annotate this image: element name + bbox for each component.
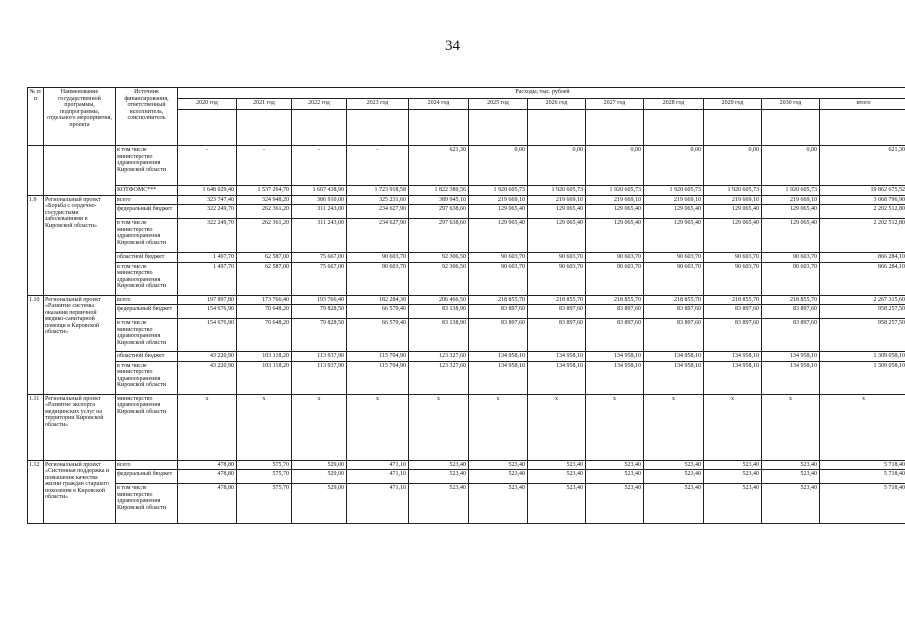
row-name: Региональный проект «Системная поддержка и повышение качества жизни граждан старшего поколения в Кировской области» [44, 460, 116, 524]
value-cell: 523,40 [469, 460, 528, 470]
value-cell: 218 855,70 [528, 295, 586, 305]
value-cell: 234 627,90 [347, 219, 409, 253]
value-cell: х [469, 394, 528, 460]
value-cell: 173 766,40 [237, 295, 292, 305]
value-cell: 5 718,40 [820, 460, 905, 470]
table-row [28, 352, 905, 362]
value-cell: 134 958,10 [762, 361, 820, 394]
value-cell: 83 897,60 [586, 319, 644, 352]
row-source: в том числе министерство здравоохранения Кировской области [116, 146, 178, 186]
row-number: 1.12 [28, 460, 44, 524]
value-cell: 1 920 605,73 [586, 186, 644, 196]
row-source: министерство здравоохранения Кировской области [116, 394, 178, 460]
value-cell: 90 603,70 [528, 253, 586, 263]
value-cell: 134 958,10 [704, 361, 762, 394]
value-cell: 219 669,10 [586, 195, 644, 205]
value-cell: 523,40 [704, 460, 762, 470]
value-cell: 90 603,70 [469, 262, 528, 295]
value-cell: 2 202 512,80 [820, 205, 905, 219]
row-name: Региональный проект «Борьба с сердечно-сосудистыми заболеваниями в Кировской области» [44, 195, 116, 295]
value-cell: 83 897,60 [704, 305, 762, 319]
value-cell: 523,40 [586, 460, 644, 470]
value-cell: 0,00 [644, 146, 704, 186]
value-cell: 43 220,90 [178, 361, 237, 394]
expenses-table [27, 87, 905, 524]
value-cell: 154 676,90 [178, 305, 237, 319]
value-cell: 323 747,40 [178, 195, 237, 205]
value-cell: 262 361,20 [237, 219, 292, 253]
header-blank-cell [292, 110, 347, 146]
header-year: 2028 год [644, 99, 704, 110]
header-year: 2020 год [178, 99, 237, 110]
value-cell: 83 897,60 [704, 319, 762, 352]
header-year: 2021 год [237, 99, 292, 110]
value-cell: 83 897,60 [644, 305, 704, 319]
header-blank-cell [820, 110, 905, 146]
value-cell: 129 065,40 [469, 219, 528, 253]
value-cell: 219 669,10 [704, 195, 762, 205]
value-cell: 92 306,50 [409, 253, 469, 263]
value-cell: 523,40 [469, 470, 528, 484]
value-cell: 958 257,50 [820, 305, 905, 319]
value-cell: 478,80 [178, 484, 237, 524]
header-blank-cell [644, 110, 704, 146]
value-cell: 83 897,60 [762, 305, 820, 319]
value-cell: 523,40 [704, 470, 762, 484]
header-year: 2023 год [347, 99, 409, 110]
value-cell: 83 897,60 [586, 305, 644, 319]
header-expenses: Расходы, тыс. рублей [178, 88, 905, 99]
value-cell: 523,40 [528, 470, 586, 484]
value-cell: 0,00 [704, 146, 762, 186]
table-row [28, 195, 905, 205]
value-cell: 471,10 [347, 484, 409, 524]
value-cell: х [528, 394, 586, 460]
value-cell: 1 822 389,56 [409, 186, 469, 196]
value-cell: 322 249,70 [178, 219, 237, 253]
header-year: итого [820, 99, 905, 110]
table-row [28, 205, 905, 219]
value-cell: - [178, 146, 237, 186]
value-cell: 113 937,90 [292, 361, 347, 394]
header-blank-cell [237, 110, 292, 146]
value-cell: 75 667,00 [292, 253, 347, 263]
value-cell: 83 897,60 [469, 305, 528, 319]
value-cell: 311 243,00 [292, 219, 347, 253]
header-blank-cell [762, 110, 820, 146]
value-cell: 218 855,70 [704, 295, 762, 305]
value-cell: 129 065,40 [704, 219, 762, 253]
value-cell: 90 603,70 [762, 262, 820, 295]
value-cell: х [586, 394, 644, 460]
value-cell: 134 958,10 [586, 352, 644, 362]
value-cell: 1 497,70 [178, 253, 237, 263]
value-cell: 218 855,70 [469, 295, 528, 305]
value-cell: 0,00 [528, 146, 586, 186]
value-cell: 478,80 [178, 470, 237, 484]
value-cell: 523,40 [409, 470, 469, 484]
row-name: Региональный проект «Развитие системы оказания первичной медико-санитарной помощи в Кировской области» [44, 295, 116, 394]
value-cell: 523,40 [644, 470, 704, 484]
value-cell: 90 603,70 [704, 262, 762, 295]
value-cell: 218 855,70 [644, 295, 704, 305]
value-cell: 90 603,70 [347, 253, 409, 263]
value-cell: 62 587,00 [237, 262, 292, 295]
table-row [28, 262, 905, 295]
row-source: федеральный бюджет [116, 470, 178, 484]
table-row [28, 146, 905, 186]
value-cell: 478,80 [178, 460, 237, 470]
value-cell: 471,10 [347, 460, 409, 470]
value-cell: 129 065,40 [644, 219, 704, 253]
value-cell: 0,00 [469, 146, 528, 186]
value-cell: 92 306,50 [409, 262, 469, 295]
value-cell: 103 118,20 [237, 352, 292, 362]
value-cell: 129 065,40 [586, 205, 644, 219]
value-cell: 297 638,60 [409, 205, 469, 219]
row-source: всего [116, 295, 178, 305]
value-cell: 1 920 605,73 [704, 186, 762, 196]
value-cell: 103 118,20 [237, 361, 292, 394]
value-cell: х [292, 394, 347, 460]
value-cell: 134 958,10 [704, 352, 762, 362]
value-cell: х [644, 394, 704, 460]
value-cell: 575,70 [237, 484, 292, 524]
row-name: Региональный проект «Развитие экспорта медицинских услуг на территории Кировской области» [44, 394, 116, 460]
header-blank-cell [409, 110, 469, 146]
header-num: № п/п [28, 88, 44, 146]
value-cell: 523,40 [704, 484, 762, 524]
row-source: КОТФОМС*** [116, 186, 178, 196]
value-cell: 134 958,10 [644, 352, 704, 362]
value-cell: 113 937,90 [292, 352, 347, 362]
row-number: 1.11 [28, 394, 44, 460]
value-cell: 129 065,40 [644, 205, 704, 219]
header-year: 2027 год [586, 99, 644, 110]
header-blank-cell [586, 110, 644, 146]
header-year: 2025 год [469, 99, 528, 110]
value-cell: 193 766,40 [292, 295, 347, 305]
value-cell: 1 537 264,70 [237, 186, 292, 196]
value-cell: 134 958,10 [528, 352, 586, 362]
value-cell: 90 603,70 [644, 253, 704, 263]
value-cell: 5 718,40 [820, 484, 905, 524]
value-cell: 66 579,40 [347, 319, 409, 352]
value-cell: 1 648 029,40 [178, 186, 237, 196]
value-cell: 83 138,90 [409, 305, 469, 319]
value-cell: 115 704,90 [347, 352, 409, 362]
value-cell: 523,40 [409, 460, 469, 470]
value-cell: 134 958,10 [469, 352, 528, 362]
value-cell: 219 669,10 [762, 195, 820, 205]
table-row [28, 361, 905, 394]
row-number: 1.10 [28, 295, 44, 394]
value-cell: 134 958,10 [586, 361, 644, 394]
value-cell: 70 648,20 [237, 305, 292, 319]
value-cell: 123 327,60 [409, 361, 469, 394]
header-year: 2026 год [528, 99, 586, 110]
value-cell: 83 897,60 [469, 319, 528, 352]
row-source: областной бюджет [116, 253, 178, 263]
header-blank-cell [347, 110, 409, 146]
value-cell: 523,40 [409, 484, 469, 524]
row-source: всего [116, 195, 178, 205]
value-cell: 523,40 [762, 484, 820, 524]
value-cell: 958 257,50 [820, 319, 905, 352]
table-row [28, 394, 905, 460]
value-cell: х [409, 394, 469, 460]
value-cell: 197 897,80 [178, 295, 237, 305]
value-cell: 90 603,70 [704, 253, 762, 263]
value-cell: 2 202 512,80 [820, 219, 905, 253]
value-cell: 129 065,40 [762, 219, 820, 253]
row-source: федеральный бюджет [116, 205, 178, 219]
value-cell: 219 669,10 [469, 195, 528, 205]
value-cell: 70 648,20 [237, 319, 292, 352]
value-cell: 1 920 605,73 [644, 186, 704, 196]
value-cell: 19 862 675,52 [820, 186, 905, 196]
header-year: 2022 год [292, 99, 347, 110]
value-cell: 529,00 [292, 460, 347, 470]
value-cell: 129 065,40 [586, 219, 644, 253]
header-blank-cell [469, 110, 528, 146]
table-row [28, 305, 905, 319]
value-cell: 62 587,00 [237, 253, 292, 263]
row-number [28, 146, 44, 196]
header-year: 2024 год [409, 99, 469, 110]
value-cell: 324 948,20 [237, 195, 292, 205]
value-cell: 866 284,10 [820, 253, 905, 263]
value-cell: 79 828,50 [292, 305, 347, 319]
value-cell: 621,30 [820, 146, 905, 186]
value-cell: 262 361,20 [237, 205, 292, 219]
value-cell: 83 897,60 [762, 319, 820, 352]
value-cell: 1 497,70 [178, 262, 237, 295]
value-cell: 575,70 [237, 460, 292, 470]
row-source: всего [116, 460, 178, 470]
value-cell: 523,40 [762, 460, 820, 470]
value-cell: 234 627,90 [347, 205, 409, 219]
value-cell: 90 603,70 [586, 253, 644, 263]
row-source: в том числе министерство здравоохранения Кировской области [116, 361, 178, 394]
value-cell: - [347, 146, 409, 186]
value-cell: 90 603,70 [762, 253, 820, 263]
value-cell: 129 065,40 [704, 205, 762, 219]
value-cell: 83 897,60 [644, 319, 704, 352]
page-number: 34 [445, 38, 460, 54]
value-cell: 219 669,10 [528, 195, 586, 205]
value-cell: 154 676,90 [178, 319, 237, 352]
value-cell: 129 065,40 [528, 205, 586, 219]
header-blank-cell [704, 110, 762, 146]
row-source: федеральный бюджет [116, 305, 178, 319]
table-row [28, 295, 905, 305]
header-source: Источник финансирования, ответственный исполнитель, соисполнитель [116, 88, 178, 146]
value-cell: 325 231,60 [347, 195, 409, 205]
value-cell: х [704, 394, 762, 460]
value-cell: - [292, 146, 347, 186]
value-cell: 134 958,10 [469, 361, 528, 394]
value-cell: 2 267 315,60 [820, 295, 905, 305]
value-cell: 322 249,70 [178, 205, 237, 219]
value-cell: 1 723 918,58 [347, 186, 409, 196]
value-cell: 90 603,70 [469, 253, 528, 263]
value-cell: 1 309 058,10 [820, 352, 905, 362]
table-row [28, 484, 905, 524]
value-cell: 575,70 [237, 470, 292, 484]
value-cell: 90 603,70 [644, 262, 704, 295]
value-cell: 90 603,70 [347, 262, 409, 295]
value-cell: 182 284,30 [347, 295, 409, 305]
value-cell: 523,40 [469, 484, 528, 524]
value-cell: 206 466,50 [409, 295, 469, 305]
value-cell: 134 958,10 [762, 352, 820, 362]
table-row [28, 219, 905, 253]
value-cell: 523,40 [644, 460, 704, 470]
value-cell: х [178, 394, 237, 460]
value-cell: 3 068 796,90 [820, 195, 905, 205]
value-cell: х [820, 394, 905, 460]
value-cell: 1 920 605,73 [528, 186, 586, 196]
value-cell: 523,40 [586, 470, 644, 484]
value-cell: 471,10 [347, 470, 409, 484]
row-source: в том числе министерство здравоохранения Кировской области [116, 219, 178, 253]
value-cell: 529,00 [292, 484, 347, 524]
row-source: в том числе министерство здравоохранения Кировской области [116, 484, 178, 524]
row-source: областной бюджет [116, 352, 178, 362]
value-cell: 90 603,70 [586, 262, 644, 295]
value-cell: 79 828,50 [292, 319, 347, 352]
value-cell: х [347, 394, 409, 460]
value-cell: 66 579,40 [347, 305, 409, 319]
value-cell: 134 958,10 [644, 361, 704, 394]
value-cell: 523,40 [644, 484, 704, 524]
row-source: в том числе министерство здравоохранения Кировской области [116, 262, 178, 295]
value-cell: 529,00 [292, 470, 347, 484]
value-cell: 523,40 [762, 470, 820, 484]
value-cell: 129 065,40 [528, 219, 586, 253]
value-cell: 115 704,90 [347, 361, 409, 394]
table-row [28, 319, 905, 352]
row-number: 1.9 [28, 195, 44, 295]
value-cell: 219 669,10 [644, 195, 704, 205]
value-cell: 621,30 [409, 146, 469, 186]
value-cell: 218 855,70 [586, 295, 644, 305]
header-year: 2030 год [762, 99, 820, 110]
value-cell: 43 220,90 [178, 352, 237, 362]
header-blank-cell [178, 110, 237, 146]
row-name [44, 146, 116, 196]
table-row [28, 460, 905, 470]
value-cell: 523,40 [528, 484, 586, 524]
value-cell: 1 309 058,10 [820, 361, 905, 394]
value-cell: - [237, 146, 292, 186]
value-cell: 0,00 [586, 146, 644, 186]
value-cell: 0,00 [762, 146, 820, 186]
value-cell: 523,40 [528, 460, 586, 470]
value-cell: 386 910,00 [292, 195, 347, 205]
value-cell: х [237, 394, 292, 460]
table-row [28, 253, 905, 263]
value-cell: 1 607 438,90 [292, 186, 347, 196]
value-cell: 83 897,60 [528, 319, 586, 352]
value-cell: 90 603,70 [528, 262, 586, 295]
table-row [28, 470, 905, 484]
value-cell: 523,40 [586, 484, 644, 524]
table-row [28, 186, 905, 196]
value-cell: 123 327,60 [409, 352, 469, 362]
value-cell: 129 065,40 [469, 205, 528, 219]
value-cell: 297 638,60 [409, 219, 469, 253]
row-source: в том числе министерство здравоохранения Кировской области [116, 319, 178, 352]
value-cell: 134 958,10 [528, 361, 586, 394]
value-cell: 218 855,70 [762, 295, 820, 305]
header-name: Наименование государственной программы, подпрограммы, отдельного мероприятия, проекта [44, 88, 116, 146]
value-cell: 311 243,00 [292, 205, 347, 219]
value-cell: 866 284,10 [820, 262, 905, 295]
value-cell: 83 897,60 [528, 305, 586, 319]
value-cell: х [762, 394, 820, 460]
header-blank-cell [528, 110, 586, 146]
value-cell: 83 138,90 [409, 319, 469, 352]
value-cell: 5 718,40 [820, 470, 905, 484]
value-cell: 75 667,00 [292, 262, 347, 295]
value-cell: 129 065,40 [762, 205, 820, 219]
value-cell: 1 920 605,73 [469, 186, 528, 196]
header-year: 2029 год [704, 99, 762, 110]
value-cell: 1 920 605,73 [762, 186, 820, 196]
value-cell: 389 945,10 [409, 195, 469, 205]
